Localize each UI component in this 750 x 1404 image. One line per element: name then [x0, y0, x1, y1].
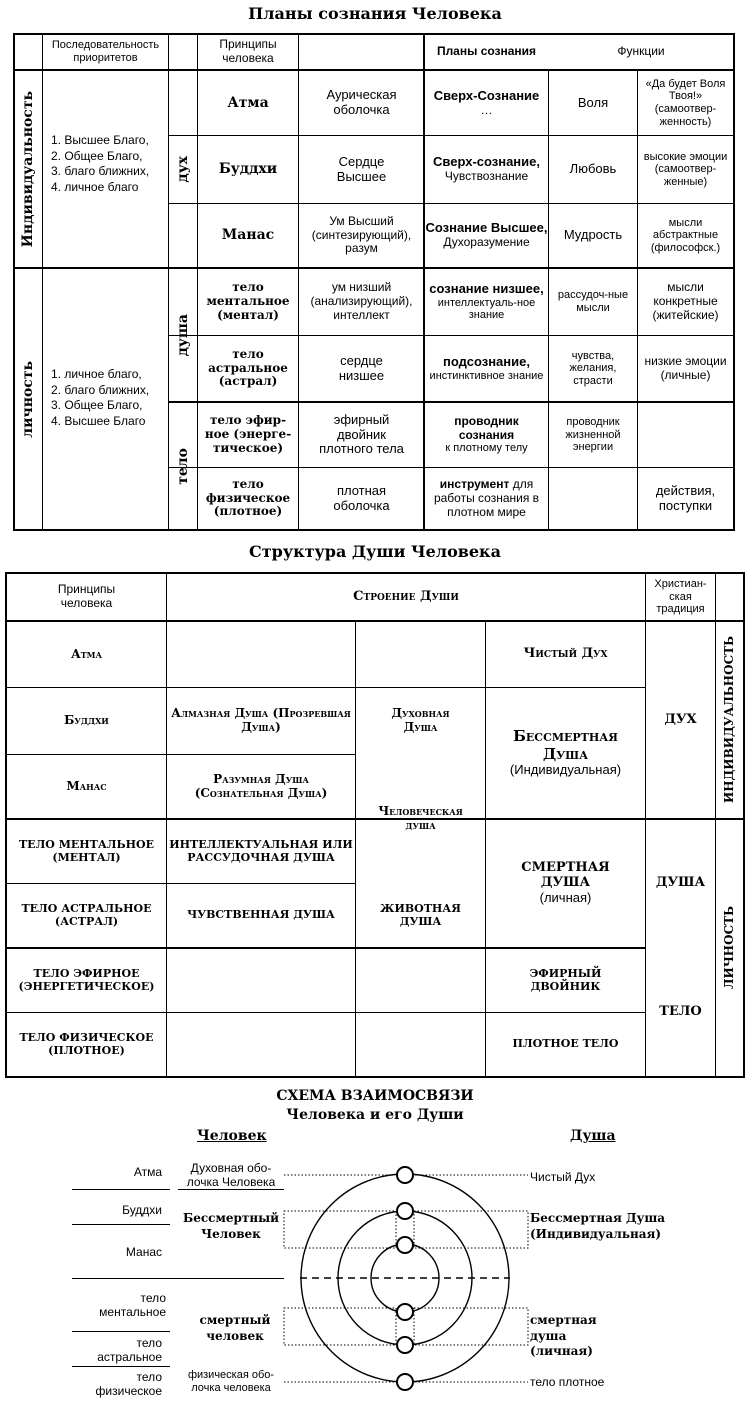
function-buddhi: Любовь [569, 161, 617, 177]
plane-mental: сознание низшее, интеллектуаль-ное знание [429, 280, 544, 322]
t2-chr-spirit: ДУХ [664, 711, 697, 727]
t2-side-individuality: ИНДИВИДУАЛЬНОСТЬ [721, 636, 736, 804]
scheme-spiritual-shell: Духовная обо-лочка Человека [186, 1161, 276, 1190]
function2-astral: низкие эмоции (личные) [644, 353, 727, 382]
t2-human-soul: Человеческая душа [378, 804, 463, 832]
shell-buddhi: Сердце Высшее [336, 153, 387, 184]
t2-etheric-double: ЭФИРНЫЙ ДВОЙНИК [529, 966, 602, 993]
t2-buddhi: Буддхи [64, 713, 109, 728]
scheme-atma: Атма [133, 1165, 162, 1179]
t2-dense-body: ПЛОТНОЕ ТЕЛО [512, 1037, 619, 1051]
function2-manas: мысли абстрактные (философск.) [650, 216, 721, 254]
scheme-manas: Манас [125, 1245, 162, 1259]
priorities-personality: 1. личное благо, 2. благо ближних, 3. Общее Благо, 4. Высшее Благо [51, 367, 150, 428]
plane-etheric: проводник сознания к плотному телу [445, 413, 528, 455]
scheme-mental: тело ментальное [99, 1291, 166, 1319]
plane-atma: Сверх-Сознание … [433, 87, 540, 117]
t2-sensory-soul: ЧУВСТВЕННАЯ ДУША [187, 908, 335, 922]
shell-astral: сердце низшее [338, 352, 385, 383]
principle-mental: тело ментальное (ментал) [206, 280, 290, 322]
subgroup-soul: душа [174, 313, 191, 357]
t2-mortal-soul: СМЕРТНАЯ ДУША (личная) [521, 860, 610, 905]
header-planes: Планы сознания [436, 44, 537, 59]
function-mental: рассудоч-ные мысли [557, 289, 629, 314]
scheme-title-2: Человека и его Души [286, 1107, 464, 1123]
scheme-header-human: Человек [197, 1128, 267, 1144]
t2-animal-soul: ЖИВОТНАЯ ДУША [380, 901, 461, 928]
t2-atma: Атма [70, 646, 103, 661]
plane-buddhi: Сверх-сознание, Чувствознание [433, 154, 540, 184]
t2-chr-soul: ДУША [655, 875, 706, 891]
shell-physical: плотная оболочка [333, 482, 390, 513]
principle-etheric: тело эфир-ное (энерге-тическое) [204, 413, 292, 455]
t2-diamond-soul: Алмазная Душа (Прозревшая Душа) [171, 706, 351, 734]
header-functions: Функции [617, 44, 665, 59]
principle-physical: тело физическое (плотное) [205, 476, 291, 519]
principle-buddhi: Буддхи [218, 161, 278, 178]
function-astral: чувства, желания, страсти [569, 349, 617, 387]
scheme-immortal-soul: Бессмертная Душа (Индивидуальная) [530, 1211, 666, 1241]
priorities-individuality: 1. Высшее Благо, 2. Общее Благо, 3. благо ближних, 4. личное благо [51, 133, 150, 194]
subgroup-body: тело [174, 447, 191, 485]
group-individuality: Индивидуальность [20, 90, 37, 248]
header-principles: Принципы человека [219, 37, 277, 65]
function2-atma: «Да будет Воля Твоя!» (самоотвер-женность) [645, 77, 726, 128]
table1-title: Планы сознания Человека [248, 4, 502, 23]
scheme-astral: тело астральное [97, 1336, 162, 1364]
t2-header-christian: Христиан-ская традиция [654, 578, 707, 616]
principle-manas: Манас [221, 227, 275, 244]
t2-side-personality: ЛИЧНОСТЬ [721, 906, 736, 990]
t2-rational-soul: Разумная Душа (Сознательная Душа) [194, 771, 328, 800]
shell-etheric: эфирный двойник плотного тела [319, 411, 404, 457]
t2-physical: ТЕЛО ФИЗИЧЕСКОЕ (ПЛОТНОЕ) [19, 1030, 154, 1057]
principle-astral: тело астральное (астрал) [208, 346, 288, 389]
scheme-mortal-soul: смертная душа (личная) [530, 1313, 597, 1359]
t2-pure-spirit: Чистый Дух [523, 646, 608, 662]
t2-header-structure: Строение Души [353, 588, 459, 604]
t2-mental: ТЕЛО МЕНТАЛЬНОЕ (МЕНТАЛ) [19, 837, 154, 864]
shell-atma: Аурическая оболочка [326, 87, 397, 117]
header-priorities: Последовательность приоритетов [51, 39, 160, 64]
subgroup-spirit: дух [174, 155, 191, 183]
group-personality: личность [20, 360, 37, 438]
scheme-physical: тело физическое [95, 1370, 162, 1398]
function2-mental: мысли конкретные (житейские) [652, 280, 719, 322]
scheme-immortal-human: Бессмертный Человек [182, 1211, 280, 1241]
scheme-title-1: СХЕМА ВЗАИМОСВЯЗИ [276, 1088, 474, 1104]
t2-astral: ТЕЛО АСТРАЛЬНОЕ (АСТРАЛ) [21, 901, 152, 928]
table2-title: Структура Души Человека [249, 542, 501, 561]
t2-spiritual-soul: Духовная Душа [391, 706, 450, 734]
t2-intellectual-soul: ИНТЕЛЛЕКТУАЛЬНАЯ ИЛИ РАССУДОЧНАЯ ДУША [169, 837, 353, 864]
scheme-buddhi: Буддхи [122, 1203, 162, 1217]
function2-physical: действия, поступки [655, 482, 716, 513]
scheme-dense-body: тело плотное [530, 1375, 605, 1389]
shell-mental: ум низший (анализирующий), интеллект [310, 280, 413, 322]
shell-manas: Ум Высший (синтезирующий), разум [311, 213, 412, 256]
function-manas: Мудрость [563, 227, 623, 243]
function-atma: Воля [577, 94, 609, 110]
scheme-pure-spirit: Чистый Дух [530, 1170, 596, 1184]
function2-buddhi: высокие эмоции (самоотвер-женные) [643, 150, 728, 188]
scheme-physical-shell: физическая обо-лочка человека [187, 1369, 275, 1395]
t2-immortal-soul: Бессмертная Душа (Индивидуальная) [509, 727, 622, 777]
scheme-header-soul: Душа [570, 1128, 616, 1144]
plane-manas: Сознание Высшее, Духоразумение [425, 220, 548, 250]
t2-chr-body: ТЕЛО [659, 1004, 702, 1020]
scheme-mortal-human: смертный человек [199, 1313, 271, 1343]
principle-atma: Атма [227, 94, 269, 111]
plane-astral: подсознание, инстинктивное знание [429, 353, 544, 382]
t2-header-principles: Принципы человека [57, 582, 116, 610]
function-etheric: проводник жизненной энергии [565, 416, 621, 454]
t2-etheric: ТЕЛО ЭФИРНОЕ (ЭНЕРГЕТИЧЕСКОЕ) [18, 966, 155, 993]
plane-physical: инструмент для работы сознания в плотном мире [433, 477, 540, 519]
t2-manas: Манас [66, 778, 107, 793]
